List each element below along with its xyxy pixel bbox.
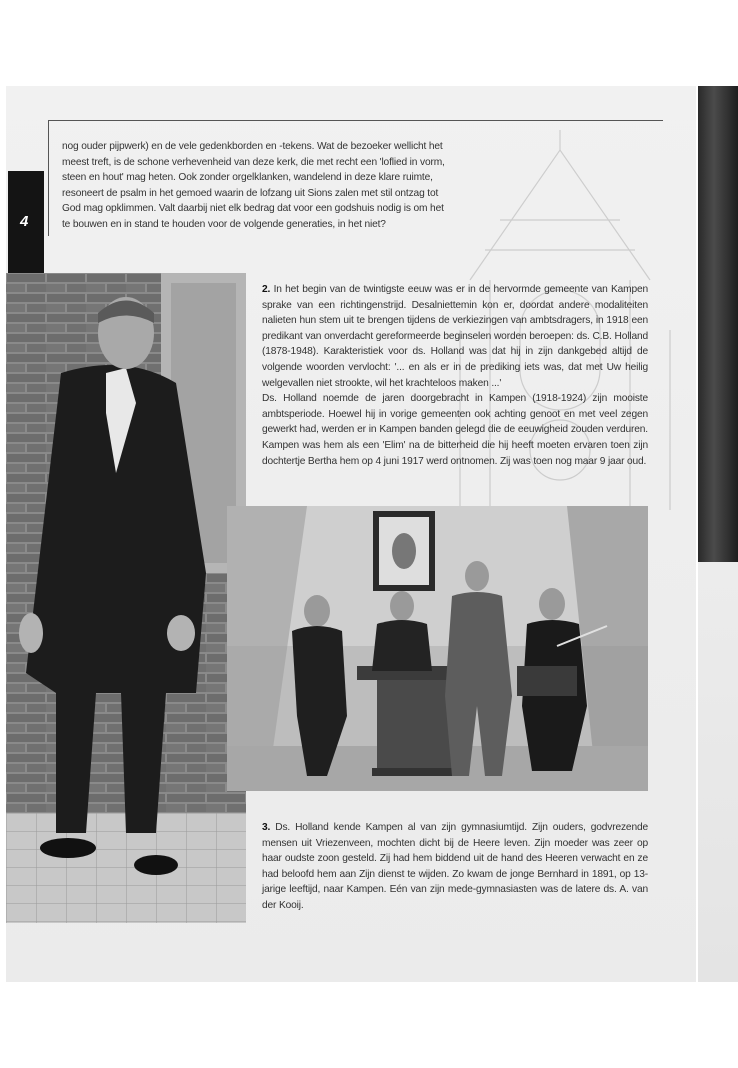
page-number-tab bbox=[8, 171, 44, 281]
caption-3-paragraph: Ds. Holland kende Kampen al van zijn gymnasiumtijd. Zijn ouders, godvrezende mensen uit Vriezenveen, mochten dicht bij de Heere leven. Zijn moeder was zeer op haar oudste zoon gesteld. Zij had hem biddend uit de hand des Heeren verwacht en ze had beloofd hem aan Zijn dienst te wijden. Zo kwam de jonge Bernhard in 1891, op 13-jarige leeftijd, naar Kampen. Eén van zijn mede-gymnasiasten was de latere ds. A. van der Kooij. bbox=[262, 822, 648, 911]
top-rule bbox=[48, 120, 663, 121]
photo-group-of-four-men bbox=[227, 506, 648, 791]
next-page-edge-photo bbox=[698, 86, 738, 562]
next-page-edge bbox=[698, 562, 738, 982]
caption-2-number: 2. bbox=[262, 284, 271, 295]
caption-2-paragraph-2: Ds. Holland noemde de jaren doorgebracht in Kampen (1918-1924) zijn mooiste ambtsperiode. Hoewel hij in vorige gemeenten ook achting genoot en met veel zegen gewerkt had, werden er in Kampen banden gelegd die de eeuwigheid zouden verduren. Kampen was hem als een 'Elim' na de bitterheid die hij heeft moeten ervaren toen zijn dochtertje Bertha hem op 4 juni 1917 werd ontnomen. Zij was toen nog maar 9 jaar oud. bbox=[262, 393, 648, 467]
photo-standing-man bbox=[6, 273, 246, 923]
caption-2-paragraph-1: In het begin van de twintigste eeuw was er in de hervormde gemeente van Kampen sprake van een richtingenstrijd. Desalniettemin kon er, doordat andere modaliteiten nalieten hun stem uit te brengen tijdens de verkiezingen van ambtsdragers, in 1918 een predikant van onverdacht gereformeerde beginselen worden beroepen: ds. C.B. Holland (1878-1948). Karakteristiek voor ds. Holland was dat hij in zijn dankgebed altijd de volgende woorden vervlocht: '... en als er in de prediking iets was, dat met Uw heilig welgevallen niet strookte, wil het krachteloos maken ...' bbox=[262, 284, 649, 389]
caption-2 bbox=[262, 282, 648, 469]
caption-3 bbox=[262, 820, 648, 914]
page-number: 4 bbox=[20, 213, 29, 230]
intro-paragraph: nog ouder pijpwerk) en de vele gedenkborden en -tekens. Wat de bezoeker wellicht het meest treft, is de schone verhevenheid van deze kerk, die met recht een 'loflied in vorm, steen en hout' mag heten. Ook zonder orgelklanken, wandelend in deze klare ruimte, resoneert de psalm in het gemoed waarin de lofzang uit Sions zalen met stil ontzag tot God mag opklimmen. Valt daarbij niet elk bedrag dat voor een godshuis nodig is om het te bouwen en in stand te houden voor de volgende generaties, in het niet? bbox=[62, 141, 445, 230]
caption-3-number: 3. bbox=[262, 822, 271, 833]
left-rule bbox=[48, 120, 49, 236]
